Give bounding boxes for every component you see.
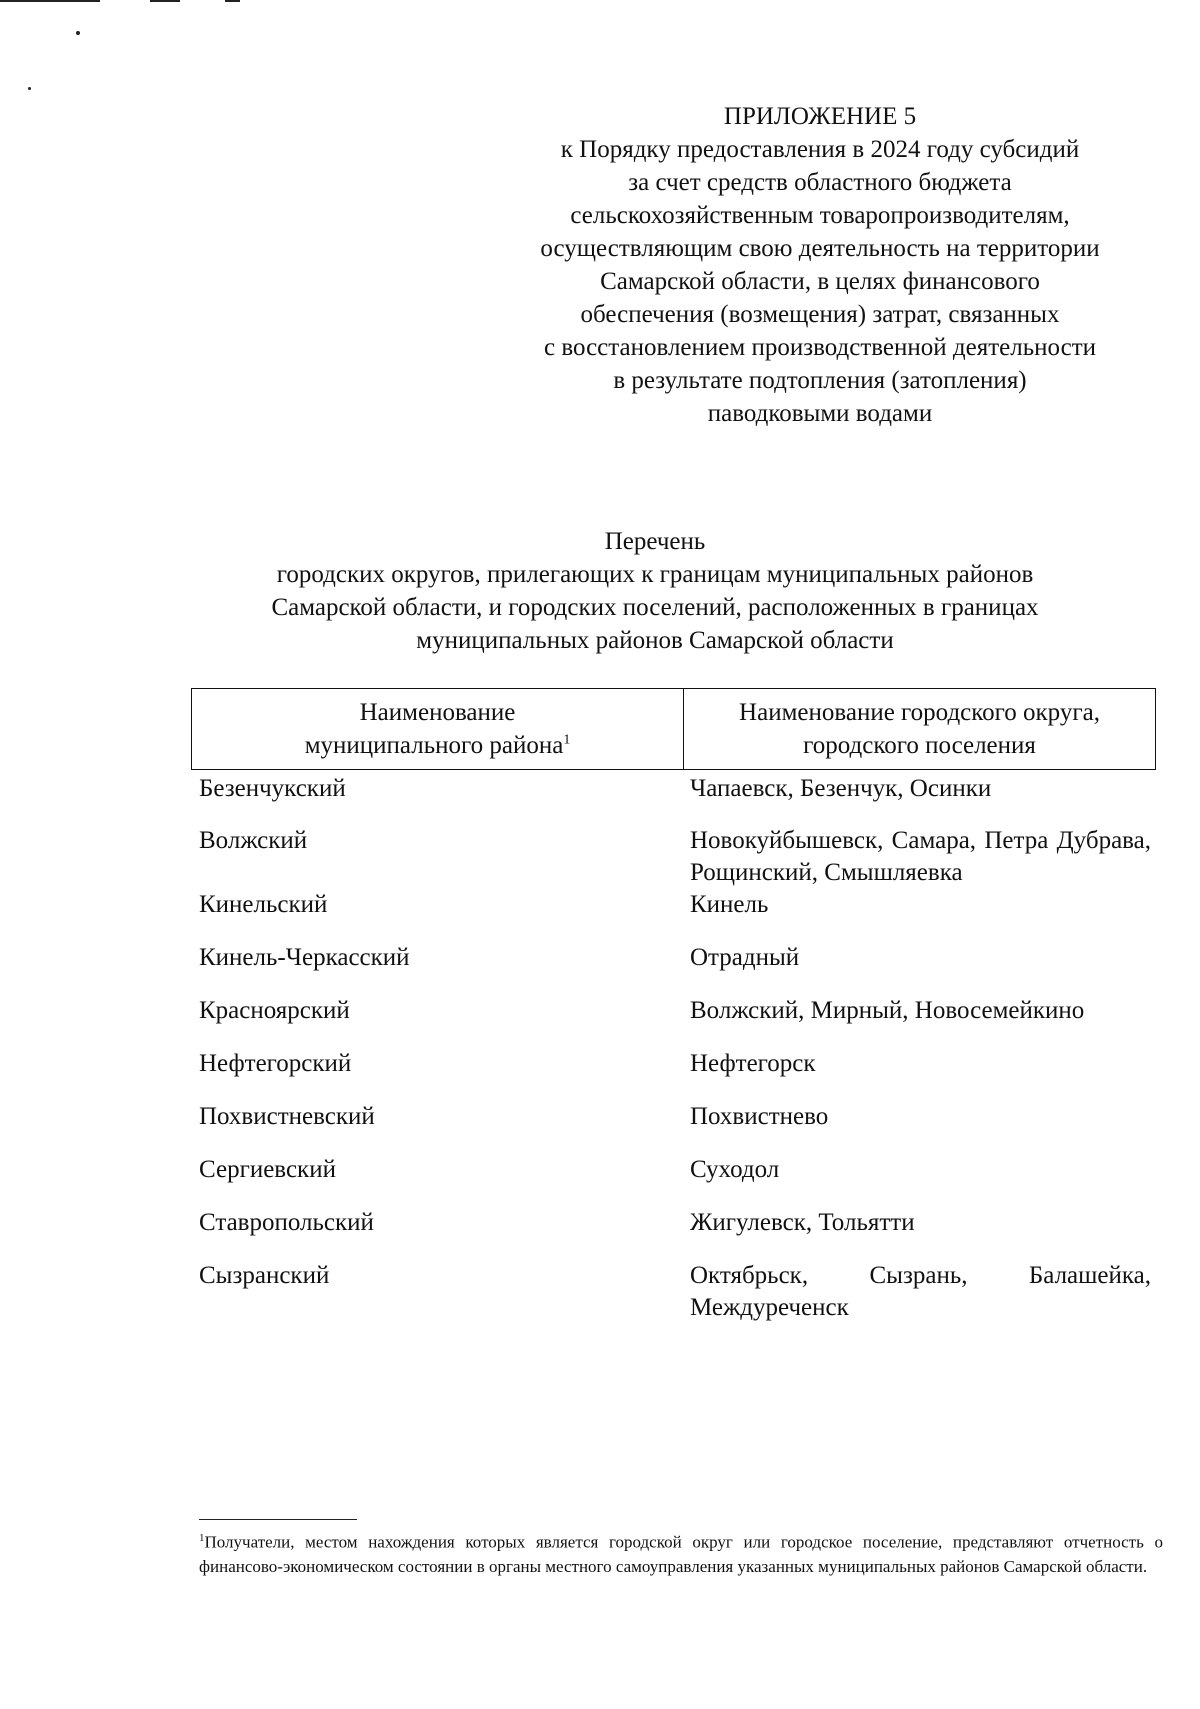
list-heading-line: Самарской области, и городских поселений, расположенных в границах: [271, 594, 1039, 621]
settlement-cell: Волжский, Мирный, Новосемейкино: [690, 997, 1085, 1024]
footnote-divider: [199, 1519, 357, 1520]
table-row: [199, 773, 1151, 805]
settlement-cell: Похвистнево: [690, 1103, 829, 1130]
table-row: [199, 825, 1151, 889]
appendix-line: за счет средств областного бюджета: [628, 169, 1012, 196]
settlement-cell: Нефтегорск: [690, 1050, 816, 1077]
appendix-title: ПРИЛОЖЕНИЕ 5: [723, 103, 917, 130]
header-settlement-line2: городского поселения: [803, 732, 1036, 759]
appendix-line: в результате подтопления (затопления): [613, 367, 1027, 394]
appendix-line: с восстановлением производственной деятельности: [543, 334, 1096, 361]
table-row: [199, 942, 1151, 974]
footnote-marker: 1: [199, 1532, 205, 1544]
settlement-cell: Суходол: [690, 1156, 780, 1183]
header-settlement-line1: Наименование городского округа,: [739, 699, 1100, 726]
table-row: [199, 1260, 1151, 1324]
district-cell: Ставропольский: [199, 1209, 374, 1236]
table-row: [199, 1101, 1151, 1133]
table-row: [199, 1154, 1151, 1186]
footnote-text: Получатели, местом нахождения которых является городской округ или городское поселение, представляют отчетность о финансово-экономическом состоянии в органы местного самоуправления указанных муниципальных районов Самарской области.: [199, 1532, 1163, 1576]
scan-mark-top-1: [0, 0, 100, 2]
footnote-reference: 1: [563, 732, 571, 748]
settlement-cell: Октябрьск, Сызрань, Балашейка, Междуреченск: [690, 1262, 1151, 1321]
settlement-cell: Чапаевск, Безенчук, Осинки: [690, 775, 992, 802]
appendix-line: сельскохозяйственным товаропроизводителям,: [570, 202, 1070, 229]
district-cell: Похвистневский: [199, 1103, 375, 1130]
scan-dot-1: [76, 31, 80, 35]
table-row: [199, 1048, 1151, 1080]
table-row: [199, 1207, 1151, 1239]
district-cell: Сызранский: [199, 1262, 330, 1289]
table-row: [199, 995, 1151, 1027]
appendix-line: обеспечения (возмещения) затрат, связанных: [580, 301, 1060, 328]
footnote: [199, 1526, 1163, 1579]
scan-dot-2: [28, 87, 31, 90]
scan-mark-top-3: [225, 0, 240, 2]
table-header: [191, 688, 1156, 770]
table-body: [199, 773, 1151, 1324]
header-district-line2: [305, 729, 571, 762]
settlement-cell: Новокуйбышевск, Самара, Петра Дубрава, Рощинский, Смышляевка: [690, 827, 1151, 886]
list-title: Перечень: [604, 528, 706, 555]
appendix-block: [500, 100, 1140, 430]
header-district-line1: Наименование: [359, 699, 516, 726]
district-cell: Кинель-Черкасский: [199, 944, 410, 971]
list-heading: [150, 525, 1160, 657]
appendix-line: паводковыми водами: [707, 400, 933, 427]
list-heading-line: городских округов, прилегающих к границам муниципальных районов: [276, 561, 1034, 588]
district-cell: Безенчукский: [199, 775, 346, 802]
settlement-cell: Кинель: [690, 891, 769, 918]
header-district-column: [192, 689, 684, 769]
district-cell: Волжский: [199, 827, 308, 854]
header-district-text: муниципального района: [304, 732, 564, 759]
settlement-cell: Жигулевск, Тольятти: [690, 1209, 915, 1236]
district-cell: Сергиевский: [199, 1156, 336, 1183]
appendix-line: Самарской области, в целях финансового: [600, 268, 1040, 295]
settlement-cell: Отрадный: [690, 944, 800, 971]
district-cell: Нефтегорский: [199, 1050, 352, 1077]
list-heading-line: муниципальных районов Самарской области: [416, 627, 894, 654]
table-row: [199, 889, 1151, 921]
district-cell: Кинельский: [199, 891, 328, 918]
header-settlement-column: [684, 689, 1155, 769]
appendix-line: осуществляющим свою деятельность на территории: [540, 235, 1100, 262]
district-cell: Красноярский: [199, 997, 350, 1024]
scan-mark-top-2: [150, 0, 180, 2]
appendix-line: к Порядку предоставления в 2024 году субсидий: [560, 136, 1080, 163]
